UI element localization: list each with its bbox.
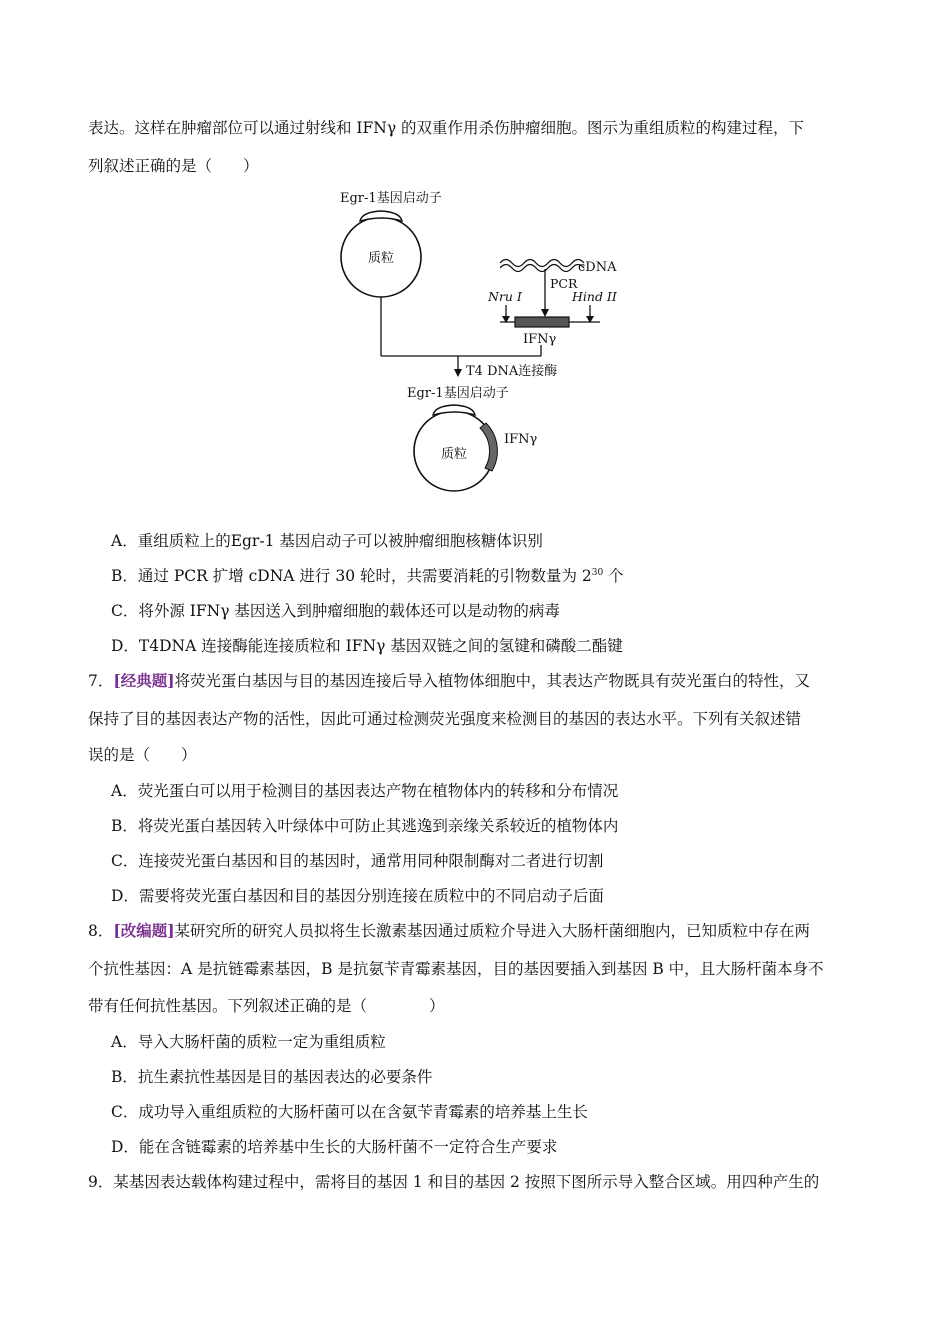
q8-line-3: 带有任何抗性基因。下列叙述正确的是（ ） [88, 997, 445, 1015]
q6-option-a: A．重组质粒上的Egr-1 基因启动子可以被肿瘤细胞核糖体识别 [111, 532, 543, 550]
cdna-strand-top [500, 260, 584, 267]
cdna-label: cDNA [578, 260, 617, 275]
q7-option-b: B．将荧光蛋白基因转入叶绿体中可防止其逃逸到亲缘关系较近的植物体内 [111, 817, 619, 835]
q6-option-b-text: B．通过 PCR 扩增 cDNA 进行 30 轮时，共需要消耗的引物数量为 2 [111, 567, 592, 585]
q7-line-3: 误的是（ ） [88, 746, 197, 764]
q8-option-d: D．能在含链霉素的培养基中生长的大肠杆菌不一定符合生产要求 [111, 1138, 558, 1156]
q8-option-c: C．成功导入重组质粒的大肠杆菌可以在含氨苄青霉素的培养基上生长 [111, 1103, 588, 1121]
ifn-gene-box [515, 317, 569, 327]
q6-option-d: D．T4DNA 连接酶能连接质粒和 IFNγ 基因双链之间的氢键和磷酸二酯键 [111, 637, 623, 655]
pcr-arrowhead [541, 309, 549, 317]
q9-line-1: 9．某基因表达载体构建过程中，需将目的基因 1 和目的基因 2 按照下图所示导入整合区域。用四种产生的 [88, 1173, 820, 1191]
q6-option-b-tail: 个 [603, 567, 624, 585]
q7-tag: [经典题] [113, 671, 175, 690]
q7-text-1: 将荧光蛋白基因与目的基因连接后导入植物体细胞中，其表达产物既具有荧光蛋白的特性，又 [174, 672, 811, 690]
ifn-label: IFNγ [523, 332, 557, 347]
ligase-label: T4 DNA连接酶 [466, 364, 558, 379]
bottom-ifn-label: IFNγ [504, 432, 538, 447]
bottom-plasmid-label: 质粒 [441, 447, 468, 462]
q8-option-a: A．导入大肠杆菌的质粒一定为重组质粒 [111, 1033, 386, 1051]
hind-label: Hind II [572, 289, 617, 304]
q7-number: 7． [88, 672, 114, 690]
q7-option-a: A．荧光蛋白可以用于检测目的基因表达产物在植物体内的转移和分布情况 [111, 782, 619, 800]
nru-label: Nru I [488, 289, 522, 304]
intro-line-2: 列叙述正确的是（ ） [88, 157, 259, 175]
q6-option-b-exponent: 30 [591, 567, 604, 578]
q7-option-c: C．连接荧光蛋白基因和目的基因时，通常用同种限制酶对二者进行切割 [111, 852, 604, 870]
q8-number: 8． [88, 922, 114, 940]
bottom-promoter-arc [433, 405, 475, 415]
top-promoter-label: Egr-1基因启动子 [340, 191, 442, 206]
q7-line-1 [88, 670, 810, 692]
top-plasmid-label: 质粒 [368, 251, 395, 266]
intro-line-1: 表达。这样在肿瘤部位可以通过射线和 IFNγ 的双重作用杀伤肿瘤细胞。图示为重组质粒的构建过程，下 [88, 119, 805, 137]
ligase-arrowhead [454, 369, 462, 377]
q8-option-b: B．抗生素抗性基因是目的基因表达的必要条件 [111, 1068, 433, 1086]
bottom-promoter-label: Egr-1基因启动子 [407, 386, 509, 401]
q7-line-2: 保持了目的基因表达产物的活性，因此可通过检测荧光强度来检测目的基因的表达水平。下列有关叙述错 [88, 710, 802, 728]
pcr-label: PCR [550, 276, 578, 291]
q7-option-d: D．需要将荧光蛋白基因和目的基因分别连接在质粒中的不同启动子后面 [111, 887, 604, 905]
q6-option-b [111, 565, 624, 587]
cdna-strand-bottom [500, 265, 584, 272]
bottom-ifn-insert [480, 423, 497, 471]
q8-line-2: 个抗性基因：A 是抗链霉素基因，B 是抗氨苄青霉素基因，目的基因要插入到基因 B 中，且大肠杆菌本身不 [88, 960, 824, 978]
q8-line-1 [88, 920, 810, 942]
q8-tag: [改编题] [113, 921, 175, 940]
top-promoter-arc [360, 211, 402, 221]
q6-option-c: C．将外源 IFNγ 基因送入到肿瘤细胞的载体还可以是动物的病毒 [111, 602, 560, 620]
q8-text-1: 某研究所的研究人员拟将生长激素基因通过质粒介导进入大肠杆菌细胞内，已知质粒中存在两 [174, 922, 811, 940]
plasmid-construction-diagram [310, 185, 640, 495]
